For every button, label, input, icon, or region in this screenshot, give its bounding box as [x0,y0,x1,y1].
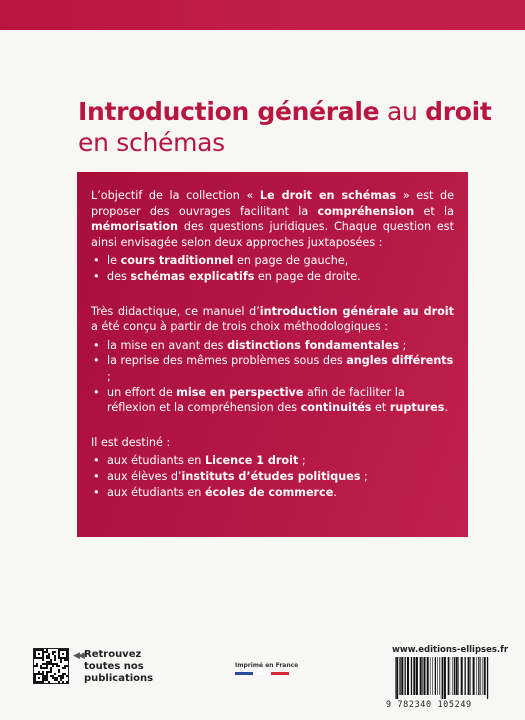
bold-text: Le droit en schémas [259,189,397,202]
bold-text: écoles de commerce [204,485,334,499]
description-box [77,172,468,537]
top-band [0,0,525,30]
text: Il est destiné : [91,435,171,449]
text: ; [298,454,306,468]
list-item [91,485,454,501]
text: Très didactique, ce manuel d’ [91,304,260,318]
method-paragraph [91,304,454,335]
title-light-1: au [379,97,426,126]
text: des [107,269,131,283]
bold-text: continuités [300,401,372,415]
text: ; [399,338,407,352]
publisher-url[interactable]: www.editions-ellipses.fr [392,645,509,655]
bold-text: cours traditionnel [120,254,234,268]
title-block [78,97,498,159]
text: aux étudiants en [107,454,205,468]
bold-text: introduction générale au droit [259,304,454,318]
retrouvez-text: Retrouvez toutes nos publications [84,649,154,684]
bold-text: Licence 1 droit [204,454,299,468]
list-item [91,338,454,354]
text: aux étudiants en [107,485,205,499]
list-item [91,253,454,269]
intro-paragraph [91,188,454,250]
text: un effort de [107,385,177,399]
bold-text: angles différents [346,354,454,368]
bold-text: schémas explicatifs [130,269,255,283]
list-item [91,453,454,469]
text: en page de droite. [254,269,361,283]
text: L’objectif de la collection « [91,189,260,202]
audience-paragraph [91,435,454,451]
text: et [371,401,390,415]
text: . [333,485,337,499]
title-line-2: en schémas [78,128,225,157]
list-item [91,353,454,384]
arrow-icon: ◀◀ [73,651,83,661]
barcode [394,657,490,699]
methods-list [91,338,454,416]
text: la mise en avant des [107,338,228,352]
qr-code[interactable] [33,648,69,684]
text: le [107,254,121,268]
text: et la [414,204,454,218]
list-item [91,385,454,416]
title-bold-1: Introduction générale [78,97,380,126]
text: la reprise des mêmes problèmes sous des [107,354,347,368]
text: en page de gauche, [233,254,349,268]
bold-text: distinctions fondamentales [227,338,399,352]
bold-text: compréhension [317,204,415,218]
text: ; [107,369,111,383]
audience-list [91,453,454,500]
text: a été conçu à partir de trois choix méthodologiques : [91,320,389,334]
bold-text: ruptures [389,401,445,415]
text: . [444,401,448,415]
list-item [91,269,454,285]
imprime-en-france: Imprimé en France [235,662,299,669]
text: afin de faciliter la réflexion et la compréhension des [107,385,405,415]
bold-text: mise en perspective [176,385,304,399]
approaches-list [91,253,454,284]
barcode-digits: 9 782340 105249 [386,700,472,710]
list-item [91,469,454,485]
bold-text: instituts d’études politiques [181,469,361,483]
text: des questions juridiques. Chaque question est ainsi envisagée selon deux approches juxtaposées : [91,220,454,249]
french-flag-icon [235,672,289,675]
text: aux élèves d’ [107,469,182,483]
text: ; [360,469,368,483]
title-line-1 [78,97,498,127]
text: » est de proposer des ouvrages facilitant la [91,189,454,218]
bold-text: mémorisation [91,220,178,234]
title-bold-2: droit [425,97,492,126]
